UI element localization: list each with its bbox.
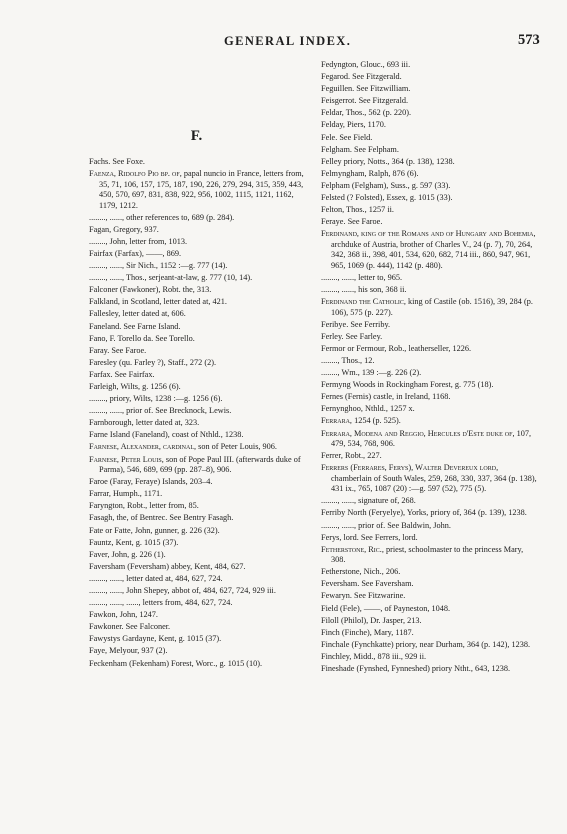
index-entry <box>89 273 304 284</box>
entry-heading: Felton, Thos., <box>321 205 367 215</box>
index-entry <box>89 309 304 320</box>
entry-text: 1170. <box>367 120 386 130</box>
index-entry <box>321 344 538 355</box>
entry-heading: ........, ......, <box>321 520 357 530</box>
entry-heading: Field (Fele), ——, <box>321 603 383 613</box>
entry-text: other references to, 689 (p. 284). <box>126 212 235 222</box>
entry-text: See Fitzwilliam. <box>356 84 411 94</box>
index-entry <box>321 451 538 462</box>
entry-heading: Felley priory, <box>321 156 366 166</box>
index-entry <box>89 501 304 512</box>
index-entry <box>321 591 538 602</box>
entry-heading: ........, ......, <box>89 586 125 595</box>
index-entry <box>89 249 304 260</box>
entry-text: See Fairfax. <box>114 369 155 379</box>
entry-text: chamberlain of South Wales, 259, 268, 330, 337, 364 (p. 138), 431 ix., 765, 1087 (20) :—g. 597 (52), 775 (5). <box>331 473 537 494</box>
index-entry <box>89 382 304 393</box>
entry-heading: ........, ......, <box>89 212 125 222</box>
entry-text: See Farley. <box>345 331 383 341</box>
index-entry <box>321 332 538 343</box>
index-entry <box>89 213 304 224</box>
entry-text: 876 (6). <box>392 168 419 178</box>
entry-heading: Fermor or Fermour, Rob., <box>321 343 407 353</box>
entry-heading: Fauntz, Kent, <box>89 537 134 547</box>
entry-heading: Fairfax (Farfax), ——, 869. <box>89 248 182 258</box>
running-header <box>0 32 567 52</box>
entry-text: See Field. <box>339 132 373 142</box>
entry-text: Robt. the, 313. <box>162 285 212 295</box>
entry-text: archduke of Austria, brother of Charles V., 24 (p. 7), 70, 264, 342, 368 ii., 398, 401, 534, 620, 682, 714 iii., 860, 947, 961, 965, 1069 (p. 444), 1142 (p. 480). <box>331 239 533 270</box>
entry-heading: Feribye. <box>321 319 349 329</box>
entry-text: son of Pope Paul III. (afterwards duke of Parma), 546, 689, 699 (pp. 287–8), 906. <box>99 454 301 475</box>
index-entry <box>321 533 538 544</box>
entry-text: See Fitzgerald. <box>352 72 402 82</box>
entry-text: See Bentry Fasagh. <box>169 513 234 523</box>
entry-text: 878 iii., 929 ii. <box>377 651 427 661</box>
entry-heading: ........, <box>321 368 340 378</box>
entry-heading: Feversham. <box>321 579 360 589</box>
entry-text: g. 1015 (37). <box>135 537 179 547</box>
index-entry <box>89 526 304 537</box>
index-entry <box>321 169 538 180</box>
index-entry <box>321 193 538 204</box>
entry-text: 213. <box>407 615 422 625</box>
entry-text: See Torello. <box>155 333 195 343</box>
index-entry <box>321 297 538 318</box>
index-entry <box>321 521 538 532</box>
index-entry <box>89 225 304 236</box>
entry-heading: Ferriby North (Feryelye), <box>321 508 406 518</box>
index-entry <box>89 598 304 609</box>
index-entry <box>321 640 538 651</box>
index-entry <box>321 652 538 663</box>
entry-heading: Ferrara, <box>321 416 352 426</box>
entry-text: letter dated at, 484, 627, 724. <box>126 573 223 583</box>
entry-heading: Farnborough, <box>89 418 134 428</box>
index-entry <box>89 646 304 657</box>
index-entry <box>89 622 304 633</box>
entry-text: Ntht., 643, 1238. <box>454 664 511 674</box>
index-entry <box>321 157 538 168</box>
entry-text: See Farne Island. <box>123 321 181 331</box>
entry-heading: Ferrer, Robt., <box>321 451 366 461</box>
page-title: GENERAL INDEX. <box>224 34 352 48</box>
entry-heading: Ferys, lord. <box>321 532 359 542</box>
index-entry <box>321 545 538 566</box>
entry-text: in Ireland, 1168. <box>396 392 451 402</box>
entry-text: signature of, 268. <box>358 496 416 506</box>
entry-text: See Foxe. <box>112 157 145 166</box>
index-entry <box>89 157 304 168</box>
entry-text: son of Peter Louis, 906. <box>198 442 277 452</box>
entry-heading: Ferrers (Ferrares, Ferys), Walter Devereux lord, <box>321 463 499 473</box>
entry-heading: Faray. <box>89 345 110 355</box>
index-entry <box>321 429 538 450</box>
entry-text: priest, schoolmaster to the princess Mary, 308. <box>331 544 524 565</box>
index-entry <box>321 463 538 495</box>
index-entry <box>321 205 538 216</box>
entry-heading: Fedyngton, Glouc., <box>321 60 385 69</box>
index-entry <box>321 356 538 367</box>
entry-heading: Feckenham (Fekenham) Forest, <box>89 658 194 668</box>
entry-text: 203–4. <box>189 477 213 487</box>
entry-text: papal nuncio in France, letters from, 35, 71, 106, 157, 175, 187, 190, 226, 279, 294, 315, 359, 443, 450, 570, 697, 831, 838, 922, 956, 1002, 1115, 1121, 1162, 1179, 1212. <box>99 169 304 210</box>
entry-text: Thos., 12. <box>341 355 375 365</box>
index-column-right <box>321 60 538 676</box>
entry-heading: Fele. <box>321 132 338 142</box>
index-entry <box>321 120 538 131</box>
entry-heading: ........, ......, <box>321 272 357 282</box>
entry-heading: Ferdinand the Catholic, <box>321 297 406 307</box>
entry-heading: Fegarod. <box>321 72 351 82</box>
entry-heading: Fermyng Woods <box>321 380 376 390</box>
entry-text: See Faroe. <box>347 217 383 227</box>
entry-heading: Fachs. <box>89 157 111 166</box>
entry-text: priory, Wilts, 1238 :—g. 1256 (6). <box>109 394 223 404</box>
entry-text: letter from, 85. <box>149 501 199 511</box>
entry-text: See Falconer. <box>125 622 171 632</box>
index-column-left <box>89 60 304 671</box>
entry-heading: Falkland, in Scotland, <box>89 297 162 307</box>
entry-text: near Durham, 364 (p. 142), 1238. <box>419 639 531 649</box>
entry-heading: ........, ......, <box>89 261 125 271</box>
index-entry <box>89 297 304 308</box>
entry-text: See Fitzwarine. <box>354 591 406 601</box>
entry-text: See Faroe. <box>111 345 147 355</box>
index-entry <box>321 285 538 296</box>
index-entry <box>321 664 538 675</box>
index-entry <box>89 430 304 441</box>
entry-text: letter dated at, 323. <box>135 418 200 428</box>
index-entry <box>89 261 304 272</box>
index-entry <box>321 84 538 95</box>
entry-heading: Farleigh, Wilts, g. 1256 (6). <box>89 382 181 391</box>
index-entry <box>89 477 304 488</box>
entry-heading: Finchley, Midd., <box>321 651 376 661</box>
index-entry <box>89 634 304 645</box>
entry-text: 693 iii. <box>386 60 411 69</box>
entry-heading: Ferrara, Modena and Reggio, Hercules d'Este duke of, <box>321 428 515 438</box>
entry-heading: ........, <box>321 355 340 365</box>
index-entry <box>321 217 538 228</box>
entry-heading: Faroe (Faray, Feraye) Islands, <box>89 477 188 487</box>
entry-heading: Fate or Fatte, John, <box>89 525 153 535</box>
index-entry <box>89 406 304 417</box>
entry-heading: Faenza, Ridolfo Pio bp. of, <box>89 169 182 179</box>
entry-heading: Faryngton, Robt., <box>89 501 148 511</box>
index-entry <box>321 229 538 271</box>
index-entry <box>321 496 538 507</box>
entry-heading: Fagan, Gregory, 937. <box>89 224 159 234</box>
entry-heading: Fallesley, <box>89 309 121 319</box>
entry-heading: Fano, F. Torello da. <box>89 333 154 343</box>
entry-heading: Fernynghoo, Nthld., <box>321 404 388 414</box>
entry-text: 1187. <box>395 627 414 637</box>
index-entry <box>321 273 538 284</box>
entry-text: Kent, g. 1015 (37). <box>158 634 222 644</box>
entry-heading: Faye, Melyour, <box>89 646 140 656</box>
page-number: 573 <box>518 32 540 48</box>
entry-heading: Fawystys Gardayne, <box>89 634 157 644</box>
index-entry <box>321 380 538 391</box>
index-entry <box>89 562 304 573</box>
entry-heading: Feisgerrot. <box>321 96 357 106</box>
index-entry <box>321 567 538 578</box>
entry-heading: Farrar, Humph., <box>89 489 142 499</box>
entry-text: letter dated at, 606. <box>122 309 186 319</box>
entry-heading: Fawkoner. <box>89 622 124 632</box>
entry-heading: Felsted (? Folsted), <box>321 193 385 203</box>
entry-text: 227. <box>367 451 382 461</box>
entry-text: 562 (p. 220). <box>368 108 412 118</box>
entry-text: See Fitzgerald. <box>358 96 409 106</box>
index-entry <box>321 579 538 590</box>
entry-text: Kent, 484, 627. <box>194 561 246 571</box>
entry-heading: Farfax. <box>89 369 113 379</box>
entry-heading: Fasagh, the, of Bentrec. <box>89 513 168 523</box>
index-entry <box>321 108 538 119</box>
index-entry <box>89 610 304 621</box>
entry-text: See Ferriby. <box>350 319 391 329</box>
entry-text: prior of. See Brecknock, Lewis. <box>126 406 232 416</box>
entry-text: 1171. <box>143 489 163 499</box>
entry-heading: ........, ......, <box>321 285 357 294</box>
index-entry <box>321 416 538 427</box>
index-entry <box>321 72 538 83</box>
entry-text: Wm., 139 :—g. 226 (2). <box>341 368 422 378</box>
entry-heading: Felmyngham, Ralph, <box>321 168 391 178</box>
entry-heading: Falconer (Fawkoner), <box>89 285 161 295</box>
entry-text: in Rockingham Forest, g. 775 (18). <box>377 380 494 390</box>
entry-heading: Finch (Finche), Mary, <box>321 627 394 637</box>
entry-text: Worc., g. 1015 (10). <box>195 658 263 668</box>
index-entry <box>89 285 304 296</box>
index-entry <box>321 96 538 107</box>
index-entry <box>321 628 538 639</box>
entry-text: Staff., 272 (2). <box>167 357 217 367</box>
entry-text: John, letter from, 1013. <box>109 236 188 246</box>
index-entry <box>89 394 304 405</box>
entry-heading: Fewaryn. <box>321 591 352 601</box>
index-entry <box>321 508 538 519</box>
entry-text: letters from, 484, 627, 724. <box>142 598 233 608</box>
entry-text: John Shepey, abbot of, 484, 627, 724, 929 iii. <box>126 586 276 595</box>
entry-heading: Ferley. <box>321 331 344 341</box>
entry-heading: Fetherstone, Nich., <box>321 567 384 577</box>
index-entry <box>321 616 538 627</box>
entry-text: prior of. See Baldwin, John. <box>358 520 451 530</box>
entry-heading: Filoll (Philol), Dr. Jasper, <box>321 615 406 625</box>
entry-text: Suss., g. 597 (33). <box>390 180 451 190</box>
entry-heading: ........, ......, ......, <box>89 598 141 608</box>
entry-text: Thos., serjeant-at-law, g. 777 (10, 14). <box>125 273 253 283</box>
index-entry <box>89 370 304 381</box>
entry-text: 206. <box>385 567 401 577</box>
index-entry <box>321 392 538 403</box>
entry-heading: Faresley (qu. Farley ?), <box>89 357 166 367</box>
index-entry <box>89 418 304 429</box>
entry-text: coast of Nthld., 1238. <box>171 430 244 440</box>
index-entry <box>89 346 304 357</box>
entry-heading: Fetherstone, Ric., <box>321 544 384 554</box>
entry-text: Yorks, priory of, 364 (p. 139), 1238. <box>406 508 527 518</box>
entry-heading: ........, ......, <box>89 273 125 283</box>
entry-heading: Finchale (Fynchkatte) priory, <box>321 639 418 649</box>
entry-text: leatherseller, 1226. <box>408 343 472 353</box>
entry-text: king of Castile (ob. 1516), 39, 284 (p. 106), 575 (p. 227). <box>331 297 533 317</box>
index-entry <box>321 320 538 331</box>
index-entry <box>89 489 304 500</box>
entry-text: letter to, 965. <box>358 272 403 282</box>
index-entry <box>89 550 304 561</box>
entry-text: 937 (2). <box>141 646 168 656</box>
entry-text: letter dated at, 421. <box>163 297 227 307</box>
entry-heading: Farnese, Peter Louis, <box>89 454 164 464</box>
index-entry <box>89 659 304 670</box>
entry-text: 1257 ii. <box>368 205 394 215</box>
entry-text: See Felpham. <box>354 144 399 154</box>
index-entry <box>321 133 538 144</box>
entry-text: Sir Nich., 1152 :—g. 777 (14). <box>126 261 228 271</box>
entry-text: 1247. <box>139 610 158 620</box>
index-entry <box>89 574 304 585</box>
entry-heading: Faver, John, <box>89 549 130 559</box>
index-entry <box>89 455 304 476</box>
entry-heading: ........, ......, <box>321 496 357 506</box>
entry-text: of Payneston, 1048. <box>384 603 451 613</box>
index-entry <box>321 404 538 415</box>
entry-text: See Ferrers, lord. <box>360 532 418 542</box>
index-entry <box>89 169 304 211</box>
entry-heading: Ferdinand, king of the Romans and of Hungary and Bohemia, <box>321 229 536 239</box>
entry-text: 1254 (p. 525). <box>354 416 401 426</box>
index-entry <box>321 60 538 71</box>
section-letter: F. <box>190 128 203 144</box>
index-entry <box>321 181 538 192</box>
entry-text: his son, 368 ii. <box>358 285 407 294</box>
entry-heading: Feguillen. <box>321 84 355 94</box>
entry-heading: Faneland. <box>89 321 122 331</box>
index-entry <box>89 513 304 524</box>
entry-heading: Feraye. <box>321 217 346 227</box>
entry-heading: ........, <box>89 394 108 404</box>
index-entry <box>89 442 304 453</box>
entry-text: gunner, g. 226 (32). <box>154 525 220 535</box>
entry-text: See Faversham. <box>361 579 414 589</box>
entry-heading: Fineshade (Fynshed, Fynneshed) priory <box>321 664 453 674</box>
entry-text: 107, 479, 534, 768, 906. <box>331 428 532 449</box>
entry-text: Essex, g. 1015 (33). <box>386 193 453 203</box>
entry-heading: Faversham (Feversham) abbey, <box>89 561 193 571</box>
entry-heading: Fernes (Fernis) castle, <box>321 392 395 402</box>
entry-heading: ........, ......, <box>89 406 125 416</box>
index-entry <box>321 368 538 379</box>
index-entry <box>321 145 538 156</box>
index-entry <box>321 604 538 615</box>
index-entry <box>89 322 304 333</box>
entry-heading: Feldar, Thos., <box>321 108 367 118</box>
index-entry <box>89 358 304 369</box>
entry-heading: ........, ......, <box>89 573 125 583</box>
entry-text: g. 226 (1). <box>131 549 166 559</box>
entry-heading: Farnese, Alexander, cardinal, <box>89 442 197 452</box>
index-entry <box>89 538 304 549</box>
entry-heading: Felgham. <box>321 144 352 154</box>
index-entry <box>89 586 304 597</box>
index-entry <box>89 237 304 248</box>
entry-text: 1257 x. <box>389 404 415 414</box>
entry-text: Notts., 364 (p. 138), 1238. <box>367 156 455 166</box>
entry-heading: ........, <box>89 236 108 246</box>
entry-heading: Felday, Piers, <box>321 120 366 130</box>
entry-heading: Farne Island (Faneland), <box>89 430 170 440</box>
index-entry <box>89 334 304 345</box>
entry-heading: Felpham (Felgham), <box>321 180 389 190</box>
entry-heading: Fawkon, John, <box>89 610 138 620</box>
